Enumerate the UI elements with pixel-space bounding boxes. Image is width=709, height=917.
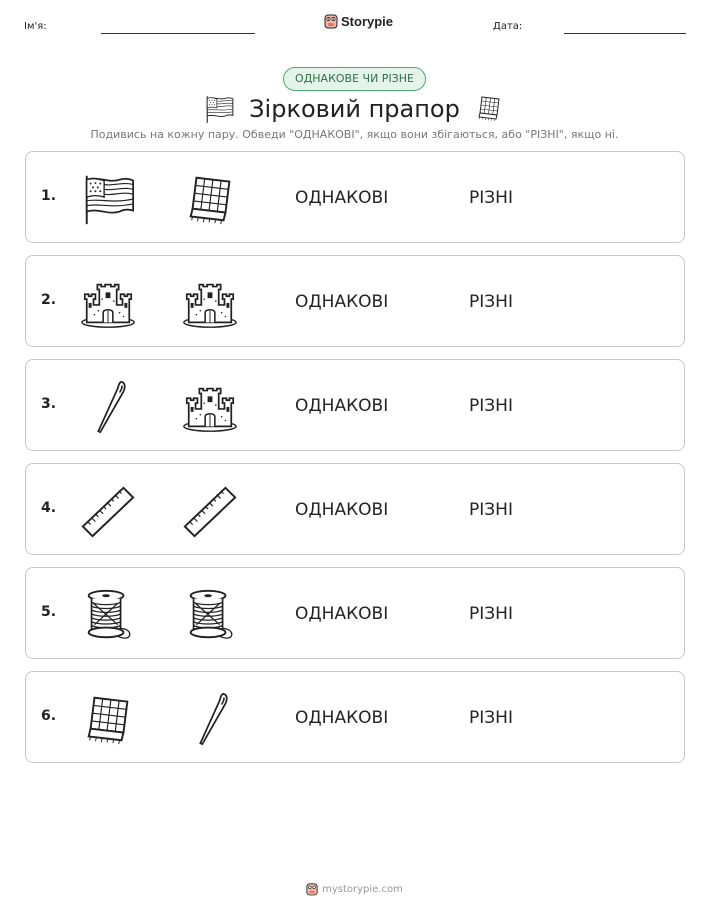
- question-number: 2.: [41, 292, 57, 308]
- castle-icon: [181, 378, 239, 436]
- question-row: [25, 151, 685, 243]
- name-label: Ім'я:: [24, 21, 47, 32]
- title-row: [0, 93, 709, 125]
- option-same[interactable]: ОДНАКОВІ: [295, 708, 389, 728]
- option-different[interactable]: РІЗНІ: [469, 396, 513, 416]
- worksheet-type-badge: ОДНАКОВЕ ЧИ РІЗНЕ: [283, 67, 426, 91]
- brand-logo: [324, 13, 393, 29]
- question-number: 5.: [41, 604, 57, 620]
- spool-icon: [181, 586, 239, 644]
- option-different[interactable]: РІЗНІ: [469, 604, 513, 624]
- ruler-icon: [79, 482, 137, 540]
- date-label: Дата:: [493, 21, 523, 32]
- option-different[interactable]: РІЗНІ: [469, 292, 513, 312]
- storypie-mascot-icon: [324, 13, 338, 29]
- flag-icon: [79, 170, 137, 228]
- option-different[interactable]: РІЗНІ: [469, 188, 513, 208]
- brand-name: Storypie: [341, 13, 394, 29]
- option-same[interactable]: ОДНАКОВІ: [295, 500, 389, 520]
- spool-icon: [79, 586, 137, 644]
- needle-icon: [181, 690, 239, 748]
- footer-url: mystorypie.com: [322, 883, 403, 895]
- worksheet-header: [0, 0, 709, 50]
- option-same[interactable]: ОДНАКОВІ: [295, 396, 389, 416]
- quilt-icon: [474, 93, 504, 123]
- date-line[interactable]: [564, 33, 686, 34]
- question-number: 3.: [41, 396, 57, 412]
- page-title: Зірковий прапор: [249, 95, 460, 123]
- question-row: [25, 567, 685, 659]
- footer: [0, 880, 709, 898]
- question-number: 6.: [41, 708, 57, 724]
- option-same[interactable]: ОДНАКОВІ: [295, 604, 389, 624]
- question-row: [25, 671, 685, 763]
- quilt-icon: [79, 690, 137, 748]
- flag-icon: [203, 93, 235, 125]
- question-row: [25, 359, 685, 451]
- storypie-mascot-icon: [306, 882, 318, 896]
- castle-icon: [79, 274, 137, 332]
- quilt-icon: [181, 170, 239, 228]
- question-row: [25, 463, 685, 555]
- option-different[interactable]: РІЗНІ: [469, 500, 513, 520]
- ruler-icon: [181, 482, 239, 540]
- question-row: [25, 255, 685, 347]
- castle-icon: [181, 274, 239, 332]
- option-same[interactable]: ОДНАКОВІ: [295, 188, 389, 208]
- needle-icon: [79, 378, 137, 436]
- instructions: Подивись на кожну пару. Обведи "ОДНАКОВІ", якщо вони збігаються, або "РІЗНІ", якщо ні.: [90, 128, 619, 141]
- option-different[interactable]: РІЗНІ: [469, 708, 513, 728]
- question-number: 4.: [41, 500, 57, 516]
- option-same[interactable]: ОДНАКОВІ: [295, 292, 389, 312]
- question-number: 1.: [41, 188, 57, 204]
- name-line[interactable]: [101, 33, 255, 34]
